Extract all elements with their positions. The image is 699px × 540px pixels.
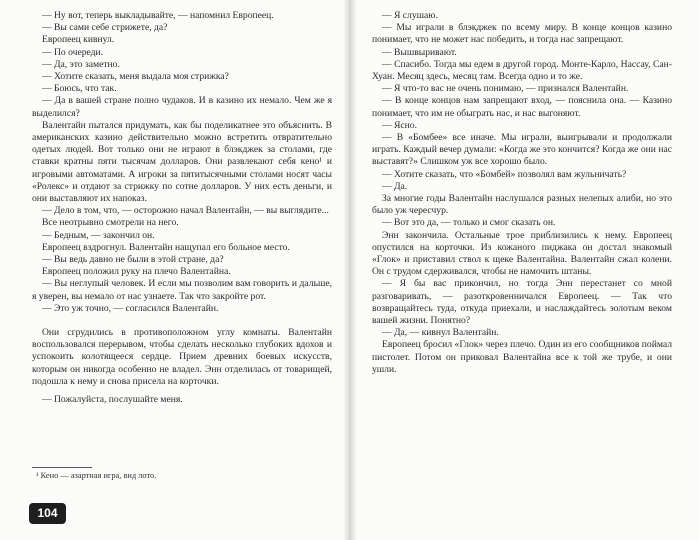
paragraph: — Вы ведь давно не были в этой стране, да?: [42, 254, 224, 266]
footnote: ¹ Кено — азартная игра, вид лото.: [36, 471, 157, 480]
paragraph: — Вы неглупый человек. И если мы позволим вам говорить и дальше, я уверен, вы немало от нас узнаете. Так что закройте рот.: [32, 278, 332, 302]
paragraph: Они сгрудились в противоположном углу комнаты. Валентайн воспользовался перерывом, чтобы сделать несколько глубоких вдохов и успокоить колотящееся сердце. Прием древних боевых искусств, которым он никогда особенно не владел. Энн отделилась от товарищей, подошла к нему и снова присела на корточки.: [32, 327, 332, 387]
book-gutter: [343, 0, 357, 540]
paragraph: — Хотите сказать, что «Бомбей» позволял вам жульничать?: [382, 168, 627, 180]
paragraph: — По очереди.: [42, 46, 104, 58]
paragraph: Европеец бросил «Глок» через плечо. Один из его сообщников поймал пистолет. Потом он приковал Валентайна все к той же трубе, и они ушли.: [372, 339, 672, 375]
paragraph: Валентайн пытался придумать, как бы поделикатнее это объяснить. В американских казино действительно можно встретить отвратительно одетых людей. Вот только они не играют в блэкджек за столами, где ставки кратны пяти тысячам долларов. Они развлекают себя кено¹ и игровыми автоматами. А игроки за пятитысячными столами носят часы «Ролекс» и отдают за стрижку по сотне долларов. У них есть деньги, и они выставляют их напоказ.: [32, 119, 332, 205]
page-number-badge: 104: [29, 503, 66, 524]
paragraph: — Да в вашей стране полно чудаков. И в казино их немало. Чем же я выделился?: [32, 95, 332, 119]
paragraph: — Спасибо. Тогда мы едем в другой город. Монте-Карло, Нассау, Сан-Хуан. Месяц здесь, месяц там. Всегда одно и то же.: [372, 58, 672, 83]
paragraph: — Пожалуйста, послушайте меня.: [42, 394, 183, 406]
paragraph: — Вы сами себе стрижете, да?: [42, 22, 168, 34]
paragraph: — Да.: [382, 180, 408, 192]
paragraph: — Вышвыривают.: [382, 46, 457, 58]
paragraph: Европеец положил руку на плечо Валентайна.: [42, 266, 231, 278]
paragraph: — Вот это да, — только и смог сказать он.: [382, 217, 556, 229]
paragraph: — Мы играли в блэкджек по всему миру. В конце концов казино понимает, что не может нас победить, и тогда нас запрещают.: [372, 22, 672, 46]
paragraph: — Я слушаю.: [382, 10, 438, 21]
paragraph: — Хотите сказать, меня выдала моя стрижка?: [42, 71, 229, 83]
paragraph: — Я что-то вас не очень понимаю, — признался Валентайн.: [382, 83, 629, 95]
paragraph: — В конце концов нам запрещают вход, — пояснила она. — Казино понимает, что им не обыграть нас, и нас выгоняют.: [372, 95, 672, 119]
paragraph: — Дело в том, что, — осторожно начал Валентайн, — вы выглядите...: [42, 205, 329, 217]
paragraph: За многие годы Валентайн наслушался разных нелепых алиби, но это было уж чересчур.: [372, 193, 672, 217]
paragraph: — Да, — кивнул Валентайн.: [382, 327, 499, 339]
paragraph: — В «Бомбее» все иначе. Мы играли, выигрывали и продолжали играть. Каждый вечер думали: «Когда же это кончится? Когда же они нас выставят?» Слишком уж все хорошо было.: [372, 132, 672, 168]
paragraph: — Бедным, — закончил он.: [42, 229, 155, 241]
paragraph: Европеец кивнул.: [42, 34, 115, 46]
paragraph: Энн закончила. Остальные трое приблизились к нему. Европеец опустился на корточки. Из кожаного пиджака он достал знакомый «Глок» и приставил ствол к щеке Валентайна. Валентайн сжал колени. Он с трудом сдерживался, чтобы не намочить штаны.: [372, 229, 672, 278]
paragraph: — Это уж точно, — согласился Валентайн.: [42, 302, 219, 314]
paragraph: — Боюсь, что так.: [42, 83, 117, 95]
paragraph: — Да, это заметно.: [42, 58, 120, 70]
footnote-rule: [32, 467, 92, 468]
right-page: [372, 10, 672, 376]
paragraph: Европеец вздрогнул. Валентайн нащупал его больное место.: [42, 241, 290, 253]
paragraph: — Ну вот, теперь выкладывайте, — напомнил Европеец.: [42, 10, 274, 21]
paragraph: — Ясно.: [382, 119, 417, 131]
paragraph: — Я бы вас прикончил, но тогда Энн перестанет со мной разговаривать, — разоткровенничался Европеец. — Так что возвращайтесь туда, откуда приехали, и наслаждайтесь золотым веком вашей жизни. Понятно?: [372, 278, 672, 327]
paragraph: Все неотрывно смотрели на него.: [42, 217, 179, 229]
left-page: [32, 10, 332, 406]
